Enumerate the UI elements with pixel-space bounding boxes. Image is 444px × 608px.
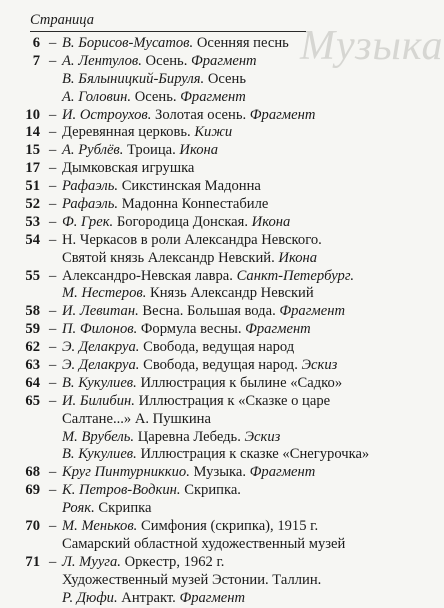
entry-dash: –: [49, 321, 57, 338]
entry-segment: Музыка.: [189, 464, 250, 481]
entry-italic-segment: Фрагмент: [249, 464, 316, 481]
page-number: 58: [25, 303, 40, 320]
list-item: [0, 71, 416, 89]
list-item: [0, 268, 416, 286]
list-item: [0, 554, 416, 572]
entry-text: [62, 500, 152, 518]
entry-italic-segment: Фрагмент: [249, 106, 316, 123]
entry-italic-segment: М. Меньков.: [62, 518, 138, 535]
entry-segment: Сикстинская Мадонна: [118, 178, 261, 195]
entry-text: [62, 554, 224, 572]
header-rule: [30, 31, 306, 32]
entry-italic-segment: В. Кукулиев.: [62, 374, 137, 391]
entry-text: [62, 518, 318, 536]
entry-dash: –: [49, 482, 57, 499]
entry-italic-segment: М. Нестеров.: [62, 285, 147, 302]
page-number: 65: [25, 392, 40, 409]
list-item: [0, 375, 416, 393]
entry-dash: –: [49, 339, 57, 356]
entry-segment: Иллюстрация к былине «Садко»: [136, 374, 343, 391]
list-item: [0, 178, 416, 196]
entry-segment: Царевна Лебедь.: [134, 428, 245, 445]
illustration-list: [0, 35, 416, 608]
entry-segment: Мадонна Конnестабиле: [118, 196, 269, 213]
page-number: 53: [25, 213, 40, 230]
entry-segment: Оркестр, 1962 г.: [120, 553, 225, 570]
entry-segment: Святой князь Александр Невский.: [62, 249, 279, 266]
entry-italic-segment: М. Врубель.: [62, 428, 135, 445]
entry-italic-segment: А. Рублёв.: [62, 142, 124, 159]
page-number: 7: [32, 52, 40, 69]
entry-italic-segment: Эскиз: [244, 428, 281, 445]
list-item: [0, 107, 416, 125]
list-item: [0, 124, 416, 142]
entry-text: [62, 303, 345, 321]
watermark-text: Музыка: [300, 23, 444, 69]
entry-text: [62, 214, 290, 232]
entry-italic-segment: Санкт-Петербург.: [236, 267, 354, 284]
entry-dash: –: [49, 464, 57, 481]
list-item: [0, 339, 416, 357]
list-item: [0, 160, 416, 178]
entry-segment: Самарский областной художественный музей: [62, 535, 346, 552]
entry-italic-segment: Кижи: [194, 124, 233, 141]
page-number: 55: [25, 267, 40, 284]
entry-text: [62, 268, 354, 286]
entry-text: [62, 429, 280, 447]
entry-segment: Осень: [204, 70, 246, 87]
entry-segment: Троица.: [123, 142, 180, 159]
entry-italic-segment: Фрагмент: [279, 303, 345, 320]
list-item: [0, 53, 416, 71]
entry-italic-segment: Рафаэль.: [62, 178, 119, 195]
list-item: [0, 35, 416, 53]
entry-segment: Деревянная церковь.: [62, 124, 195, 141]
entry-segment: Художественный музей Эстонии. Таллин.: [62, 571, 322, 588]
list-item: [0, 232, 416, 250]
entry-text: [62, 411, 211, 429]
entry-italic-segment: В. Кукулиев.: [62, 446, 137, 463]
list-item: [0, 536, 416, 554]
entry-segment: Свобода, ведущая народ.: [139, 357, 302, 374]
entry-text: [62, 107, 315, 125]
list-item: [0, 196, 416, 214]
entry-italic-segment: К. Петров-Водкин.: [62, 482, 181, 499]
entry-segment: Осень.: [131, 88, 181, 105]
entry-dash: –: [49, 213, 57, 230]
page-number: 15: [25, 142, 40, 159]
entry-italic-segment: В. Борисов-Мусатов.: [62, 35, 194, 51]
list-item: [0, 518, 416, 536]
page-number: 71: [25, 553, 40, 570]
page-number: 64: [25, 374, 40, 391]
page-number: 70: [25, 518, 40, 535]
entry-dash: –: [49, 231, 57, 248]
entry-segment: Князь Александр Невский: [146, 285, 314, 302]
list-item: [0, 303, 416, 321]
entry-segment: Скрипка: [94, 500, 152, 517]
page-number: 68: [25, 464, 40, 481]
list-item: [0, 500, 416, 518]
list-item: [0, 572, 416, 590]
entry-italic-segment: Фрагмент: [180, 88, 246, 105]
entry-italic-segment: Фрагмент: [245, 321, 311, 338]
entry-segment: Симфония (скрипка), 1915 г.: [137, 518, 319, 535]
entry-dash: –: [49, 357, 57, 374]
page-number: 69: [25, 482, 40, 499]
entry-segment: Золотая осень.: [151, 106, 250, 123]
page-number: 51: [25, 178, 40, 195]
page-number: 17: [25, 160, 40, 177]
entry-dash: –: [49, 553, 57, 570]
entry-italic-segment: Икона: [251, 213, 291, 230]
entry-segment: Антракт.: [117, 589, 180, 606]
entry-text: [62, 53, 257, 71]
entry-text: [62, 393, 330, 411]
list-item: [0, 285, 416, 303]
entry-dash: –: [49, 52, 57, 69]
page-number: 52: [25, 196, 40, 213]
list-item: [0, 464, 416, 482]
entry-segment: Н. Черкасов в роли Александра Невского.: [62, 231, 322, 248]
entry-italic-segment: Фрагмент: [191, 52, 257, 69]
entry-italic-segment: Фрагмент: [179, 589, 246, 606]
entry-segment: Дымковская игрушка: [62, 160, 195, 177]
entry-italic-segment: И. Остроухов.: [62, 106, 152, 123]
list-item: [0, 214, 416, 232]
list-item: [0, 482, 416, 500]
entry-dash: –: [49, 106, 57, 123]
entry-text: [62, 285, 314, 303]
entry-text: [62, 375, 342, 393]
entry-segment: Весна. Большая вода.: [138, 303, 280, 320]
entry-text: [62, 35, 289, 53]
entry-text: [62, 89, 246, 107]
entry-text: [62, 196, 268, 214]
entry-italic-segment: Рояк.: [62, 500, 95, 517]
entry-text: [62, 482, 241, 500]
entry-text: [62, 339, 294, 357]
entry-text: [62, 321, 311, 339]
page-number: 54: [25, 231, 40, 248]
column-header: Страница: [30, 12, 94, 28]
entry-dash: –: [49, 160, 57, 177]
entry-segment: Александро-Невская лавра.: [62, 267, 237, 284]
entry-text: [62, 124, 232, 142]
entry-text: [62, 178, 261, 196]
page-number: 6: [32, 35, 40, 51]
entry-segment: Осень.: [141, 52, 191, 69]
list-item: [0, 590, 416, 608]
list-item: [0, 411, 416, 429]
entry-italic-segment: Э. Делакруа.: [62, 357, 140, 374]
page-number: 63: [25, 357, 40, 374]
entry-italic-segment: Круг Пинтурниккио.: [62, 464, 190, 481]
list-item: [0, 142, 416, 160]
entry-text: [62, 160, 194, 178]
entry-text: [62, 250, 317, 268]
page-number: 14: [25, 124, 40, 141]
entry-dash: –: [49, 518, 57, 535]
entry-segment: Салтане...» А. Пушкина: [62, 410, 211, 427]
entry-segment: Свобода, ведущая народ: [139, 339, 295, 356]
entry-text: [62, 590, 245, 608]
entry-segment: Иллюстрация к «Сказке о царе: [134, 392, 331, 409]
entry-segment: Скрипка.: [180, 482, 241, 499]
entry-italic-segment: И. Левитан.: [62, 303, 139, 320]
list-item: [0, 357, 416, 375]
entry-dash: –: [49, 35, 57, 51]
list-item: [0, 393, 416, 411]
entry-italic-segment: В. Бялыницкий-Бируля.: [62, 70, 205, 87]
entry-dash: –: [49, 124, 57, 141]
entry-italic-segment: Икона: [278, 249, 318, 266]
entry-italic-segment: П. Филонов.: [62, 321, 138, 338]
entry-text: [62, 536, 345, 554]
entry-text: [62, 572, 321, 590]
entry-dash: –: [49, 392, 57, 409]
entry-dash: –: [49, 178, 57, 195]
entry-text: [62, 71, 246, 89]
page-number: 59: [25, 321, 40, 338]
entry-italic-segment: Ф. Грек.: [62, 213, 114, 230]
entry-text: [62, 142, 218, 160]
page-number: 62: [25, 339, 40, 356]
entry-dash: –: [49, 374, 57, 391]
entry-segment: Формула весны.: [137, 321, 246, 338]
entry-italic-segment: Р. Дюфи.: [62, 589, 118, 606]
entry-italic-segment: Эскиз: [301, 357, 338, 374]
list-item: [0, 321, 416, 339]
entry-segment: Богородица Донская.: [113, 213, 252, 230]
entry-dash: –: [49, 196, 57, 213]
entry-italic-segment: Л. Мууга.: [62, 553, 121, 570]
entry-dash: –: [49, 267, 57, 284]
list-item: [0, 446, 416, 464]
entry-text: [62, 357, 337, 375]
list-item: [0, 89, 416, 107]
list-item: [0, 429, 416, 447]
entry-dash: –: [49, 142, 57, 159]
entry-italic-segment: Икона: [179, 142, 219, 159]
entry-italic-segment: Э. Делакруа.: [62, 339, 140, 356]
entry-dash: –: [49, 303, 57, 320]
entry-segment: Иллюстрация к сказке «Снегурочка»: [136, 446, 370, 463]
entry-text: [62, 446, 369, 464]
entry-italic-segment: И. Билибин.: [62, 392, 135, 409]
page-number: 10: [25, 106, 40, 123]
entry-italic-segment: Рафаэль.: [62, 196, 119, 213]
entry-text: [62, 464, 315, 482]
list-item: [0, 250, 416, 268]
entry-segment: Осенняя песнь: [193, 35, 289, 51]
entry-italic-segment: А. Лентулов.: [62, 52, 142, 69]
entry-text: [62, 232, 322, 250]
entry-italic-segment: А. Головин.: [62, 88, 132, 105]
